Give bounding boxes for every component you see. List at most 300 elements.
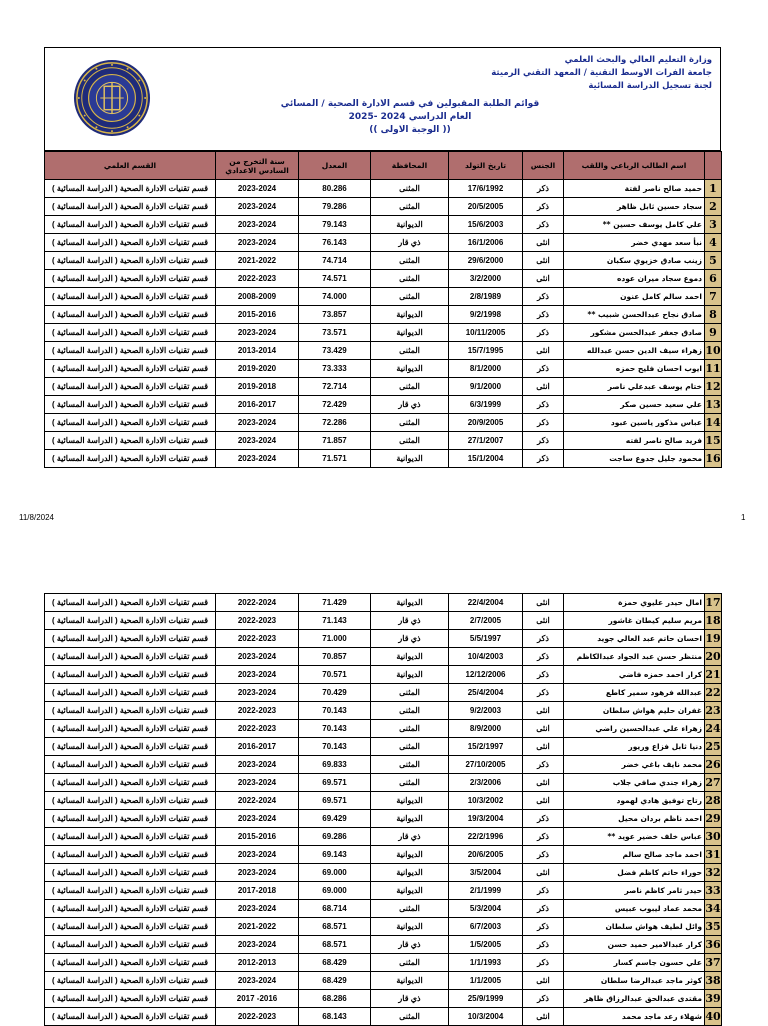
department: قسم تقنيات الادارة الصحية ( الدراسة المسائية ) — [45, 288, 216, 306]
department: قسم تقنيات الادارة الصحية ( الدراسة المسائية ) — [45, 234, 216, 252]
row-number: 30 — [705, 828, 722, 846]
row-number: 8 — [705, 306, 722, 324]
department: قسم تقنيات الادارة الصحية ( الدراسة المسائية ) — [45, 954, 216, 972]
birth-date: 8/1/2000 — [449, 360, 523, 378]
table-body-page-2 — [45, 594, 722, 1026]
birth-date: 25/4/2004 — [449, 684, 523, 702]
student-name: كوثر ماجد عبدالرضا سلطان — [564, 972, 705, 990]
birth-date: 22/4/2004 — [449, 594, 523, 612]
province: ذي قار — [371, 936, 449, 954]
graduation-year: 2023-2024 — [216, 432, 299, 450]
birth-date: 2/3/2006 — [449, 774, 523, 792]
birth-date: 9/2/1998 — [449, 306, 523, 324]
student-name: كرار عبدالامير حميد حسن — [564, 936, 705, 954]
department: قسم تقنيات الادارة الصحية ( الدراسة المسائية ) — [45, 1008, 216, 1026]
province: ذي قار — [371, 630, 449, 648]
table-row — [45, 936, 722, 954]
graduation-year: 2023-2024 — [216, 234, 299, 252]
student-name: ايوب احسان فليح حمزه — [564, 360, 705, 378]
gender: ذكر — [523, 432, 564, 450]
footer-date: 11/8/2024 — [19, 513, 54, 522]
student-name: زهراء جندي صافي جلاب — [564, 774, 705, 792]
department: قسم تقنيات الادارة الصحية ( الدراسة المسائية ) — [45, 666, 216, 684]
university-name: جامعة الفرات الاوسط التقنية / المعهد التقني الرميثة — [491, 68, 712, 78]
province: المثنى — [371, 954, 449, 972]
birth-date: 5/3/2004 — [449, 900, 523, 918]
department: قسم تقنيات الادارة الصحية ( الدراسة المسائية ) — [45, 324, 216, 342]
row-number: 9 — [705, 324, 722, 342]
row-number: 10 — [705, 342, 722, 360]
average: 68.571 — [299, 918, 371, 936]
table-row — [45, 972, 722, 990]
department: قسم تقنيات الادارة الصحية ( الدراسة المسائية ) — [45, 414, 216, 432]
row-number: 36 — [705, 936, 722, 954]
student-name: حميد صالح ناصر لفتة — [564, 180, 705, 198]
table-row — [45, 270, 722, 288]
student-name: رتاج توفيق هادي لهمود — [564, 792, 705, 810]
col-header-gender: الجنس — [523, 152, 564, 180]
gender: انثى — [523, 252, 564, 270]
graduation-year: 2023-2024 — [216, 936, 299, 954]
graduation-year: 2019-2018 — [216, 378, 299, 396]
gender: ذكر — [523, 630, 564, 648]
table-row — [45, 252, 722, 270]
graduation-year: 2023-2024 — [216, 198, 299, 216]
student-name: زهراء علي عبدالحسين راضي — [564, 720, 705, 738]
student-name: زهراء سيف الدين حسن عبدالله — [564, 342, 705, 360]
province: المثنى — [371, 432, 449, 450]
province: ذي قار — [371, 990, 449, 1008]
gender: ذكر — [523, 684, 564, 702]
average: 71.000 — [299, 630, 371, 648]
average: 74.571 — [299, 270, 371, 288]
birth-date: 12/12/2006 — [449, 666, 523, 684]
table-row — [45, 810, 722, 828]
average: 69.833 — [299, 756, 371, 774]
graduation-year: 2012-2013 — [216, 954, 299, 972]
committee-name: لجنة تسجيل الدراسة المسائية — [588, 81, 712, 91]
province: المثنى — [371, 774, 449, 792]
gender: ذكر — [523, 198, 564, 216]
student-name: دنيا ثابل فزاع وريور — [564, 738, 705, 756]
batch-label: (( الوجبة الاولى )) — [369, 125, 451, 135]
department: قسم تقنيات الادارة الصحية ( الدراسة المسائية ) — [45, 882, 216, 900]
gender: ذكر — [523, 810, 564, 828]
student-name: احمد سالم كامل عنون — [564, 288, 705, 306]
row-number: 3 — [705, 216, 722, 234]
graduation-year: 2019-2020 — [216, 360, 299, 378]
birth-date: 9/1/2000 — [449, 378, 523, 396]
student-name: علي كامل يوسف حسين ** — [564, 216, 705, 234]
province: الديوانية — [371, 846, 449, 864]
province: الديوانية — [371, 648, 449, 666]
birth-date: 1/5/2005 — [449, 936, 523, 954]
average: 68.286 — [299, 990, 371, 1008]
table-row — [45, 828, 722, 846]
department: قسم تقنيات الادارة الصحية ( الدراسة المسائية ) — [45, 342, 216, 360]
table-row — [45, 180, 722, 198]
graduation-year: 2013-2014 — [216, 342, 299, 360]
student-name: مقتدى عبدالحق عبدالرزاق ظاهر — [564, 990, 705, 1008]
row-number: 13 — [705, 396, 722, 414]
table-row — [45, 684, 722, 702]
graduation-year: 2016- 2017 — [216, 990, 299, 1008]
province: المثنى — [371, 252, 449, 270]
gender: ذكر — [523, 918, 564, 936]
birth-date: 6/3/1999 — [449, 396, 523, 414]
department: قسم تقنيات الادارة الصحية ( الدراسة المسائية ) — [45, 720, 216, 738]
average: 70.429 — [299, 684, 371, 702]
department: قسم تقنيات الادارة الصحية ( الدراسة المسائية ) — [45, 450, 216, 468]
average: 68.143 — [299, 1008, 371, 1026]
province: المثنى — [371, 414, 449, 432]
province: الديوانية — [371, 324, 449, 342]
graduation-year: 2023-2024 — [216, 216, 299, 234]
province: ذي قار — [371, 234, 449, 252]
table-row — [45, 954, 722, 972]
birth-date: 20/9/2005 — [449, 414, 523, 432]
graduation-year: 2023-2024 — [216, 684, 299, 702]
academic-year: العام الدراسي 2024 -2025 — [348, 112, 472, 122]
province: المثنى — [371, 702, 449, 720]
student-name: علي سعيد حسين صكر — [564, 396, 705, 414]
student-name: نبأ سعد مهدي خضر — [564, 234, 705, 252]
table-row — [45, 234, 722, 252]
birth-date: 3/2/2000 — [449, 270, 523, 288]
department: قسم تقنيات الادارة الصحية ( الدراسة المسائية ) — [45, 846, 216, 864]
table-row — [45, 648, 722, 666]
birth-date: 5/5/1997 — [449, 630, 523, 648]
graduation-year: 2021-2022 — [216, 252, 299, 270]
graduation-year: 2015-2016 — [216, 306, 299, 324]
student-name: سجاد حسين ثابل ظاهر — [564, 198, 705, 216]
department: قسم تقنيات الادارة الصحية ( الدراسة المسائية ) — [45, 738, 216, 756]
province: المثنى — [371, 738, 449, 756]
student-name: كرار احمد حمزه فاضي — [564, 666, 705, 684]
col-header-average: المعدل — [299, 152, 371, 180]
student-name: حيدر ثامر كاظم ناصر — [564, 882, 705, 900]
document-title: قوائم الطلبة المقبولين في قسم الادارة الصحية / المسائي — [280, 99, 540, 109]
row-number: 28 — [705, 792, 722, 810]
province: الديوانية — [371, 216, 449, 234]
gender: ذكر — [523, 360, 564, 378]
student-name: امال حيدر عليوي حمزة — [564, 594, 705, 612]
birth-date: 15/7/1995 — [449, 342, 523, 360]
province: المثنى — [371, 720, 449, 738]
birth-date: 27/1/2007 — [449, 432, 523, 450]
graduation-year: 2023-2024 — [216, 810, 299, 828]
table-row — [45, 288, 722, 306]
average: 70.143 — [299, 702, 371, 720]
department: قسم تقنيات الادارة الصحية ( الدراسة المسائية ) — [45, 396, 216, 414]
average: 70.143 — [299, 720, 371, 738]
gender: ذكر — [523, 828, 564, 846]
average: 72.429 — [299, 396, 371, 414]
average: 69.571 — [299, 774, 371, 792]
graduation-year: 2023-2024 — [216, 774, 299, 792]
average: 79.143 — [299, 216, 371, 234]
student-name: حوراء حاتم كاظم فضل — [564, 864, 705, 882]
province: ذي قار — [371, 396, 449, 414]
province: الديوانية — [371, 306, 449, 324]
gender: انثى — [523, 792, 564, 810]
table-row — [45, 738, 722, 756]
average: 70.857 — [299, 648, 371, 666]
birth-date: 10/3/2004 — [449, 1008, 523, 1026]
birth-date: 16/1/2006 — [449, 234, 523, 252]
gender: انثى — [523, 1008, 564, 1026]
birth-date: 17/6/1992 — [449, 180, 523, 198]
graduation-year: 2022-2023 — [216, 630, 299, 648]
table-row — [45, 918, 722, 936]
province: الديوانية — [371, 666, 449, 684]
row-number: 33 — [705, 882, 722, 900]
graduation-year: 2023-2024 — [216, 180, 299, 198]
gender: انثى — [523, 864, 564, 882]
table-row — [45, 864, 722, 882]
average: 73.333 — [299, 360, 371, 378]
birth-date: 1/1/2005 — [449, 972, 523, 990]
table-row — [45, 774, 722, 792]
gender: ذكر — [523, 846, 564, 864]
document-header — [44, 47, 721, 151]
birth-date: 19/3/2004 — [449, 810, 523, 828]
average: 71.857 — [299, 432, 371, 450]
average: 80.286 — [299, 180, 371, 198]
row-number: 2 — [705, 198, 722, 216]
graduation-year: 2022-2023 — [216, 702, 299, 720]
department: قسم تقنيات الادارة الصحية ( الدراسة المسائية ) — [45, 828, 216, 846]
students-table-page-1 — [44, 151, 722, 468]
average: 74.714 — [299, 252, 371, 270]
student-name: صادق جعفر عبدالحسن مشكور — [564, 324, 705, 342]
row-number: 40 — [705, 1008, 722, 1026]
institution-seal-icon — [73, 59, 151, 137]
birth-date: 9/2/2003 — [449, 702, 523, 720]
col-header-name: اسم الطالب الرباعي واللقب — [564, 152, 705, 180]
row-number: 15 — [705, 432, 722, 450]
table-row — [45, 342, 722, 360]
province: المثنى — [371, 684, 449, 702]
average: 70.143 — [299, 738, 371, 756]
department: قسم تقنيات الادارة الصحية ( الدراسة المسائية ) — [45, 594, 216, 612]
student-name: عباس مذكور ياسين عبود — [564, 414, 705, 432]
row-number: 7 — [705, 288, 722, 306]
department: قسم تقنيات الادارة الصحية ( الدراسة المسائية ) — [45, 756, 216, 774]
average: 68.714 — [299, 900, 371, 918]
province: المثنى — [371, 180, 449, 198]
footer-page-number: 1 — [741, 513, 746, 522]
average: 69.000 — [299, 882, 371, 900]
gender: ذكر — [523, 954, 564, 972]
department: قسم تقنيات الادارة الصحية ( الدراسة المسائية ) — [45, 216, 216, 234]
gender: انثى — [523, 378, 564, 396]
birth-date: 20/6/2005 — [449, 846, 523, 864]
department: قسم تقنيات الادارة الصحية ( الدراسة المسائية ) — [45, 936, 216, 954]
student-name: وائل لطيف هواش سلطان — [564, 918, 705, 936]
row-number: 1 — [705, 180, 722, 198]
graduation-year: 2023-2024 — [216, 648, 299, 666]
province: الديوانية — [371, 360, 449, 378]
student-name: علي حسون جاسم كسار — [564, 954, 705, 972]
graduation-year: 2023-2024 — [216, 450, 299, 468]
province: المثنى — [371, 198, 449, 216]
gender: ذكر — [523, 666, 564, 684]
province: الديوانية — [371, 810, 449, 828]
student-name: عبدالله فرهود سمير كاطع — [564, 684, 705, 702]
table-row — [45, 594, 722, 612]
average: 69.571 — [299, 792, 371, 810]
department: قسم تقنيات الادارة الصحية ( الدراسة المسائية ) — [45, 774, 216, 792]
gender: ذكر — [523, 450, 564, 468]
row-number: 37 — [705, 954, 722, 972]
row-number: 4 — [705, 234, 722, 252]
department: قسم تقنيات الادارة الصحية ( الدراسة المسائية ) — [45, 270, 216, 288]
table-row — [45, 990, 722, 1008]
row-number: 24 — [705, 720, 722, 738]
birth-date: 15/2/1997 — [449, 738, 523, 756]
students-table-page-2 — [44, 593, 722, 1026]
gender: انثى — [523, 738, 564, 756]
birth-date: 15/6/2003 — [449, 216, 523, 234]
student-name: عباس خلف خضير عويد ** — [564, 828, 705, 846]
row-number: 35 — [705, 918, 722, 936]
gender: ذكر — [523, 756, 564, 774]
birth-date: 3/5/2004 — [449, 864, 523, 882]
row-number: 18 — [705, 612, 722, 630]
department: قسم تقنيات الادارة الصحية ( الدراسة المسائية ) — [45, 378, 216, 396]
row-number: 14 — [705, 414, 722, 432]
average: 73.857 — [299, 306, 371, 324]
table-row — [45, 324, 722, 342]
row-number: 5 — [705, 252, 722, 270]
average: 71.429 — [299, 594, 371, 612]
average: 70.571 — [299, 666, 371, 684]
row-number: 16 — [705, 450, 722, 468]
ministry-name: وزارة التعليم العالي والبحث العلمي — [564, 55, 712, 65]
birth-date: 2/7/2005 — [449, 612, 523, 630]
province: ذي قار — [371, 828, 449, 846]
row-number: 31 — [705, 846, 722, 864]
table-row — [45, 900, 722, 918]
graduation-year: 2022-2023 — [216, 612, 299, 630]
table-row — [45, 360, 722, 378]
row-number: 29 — [705, 810, 722, 828]
department: قسم تقنيات الادارة الصحية ( الدراسة المسائية ) — [45, 180, 216, 198]
student-name: احمد ماجد صالح سالم — [564, 846, 705, 864]
table-row — [45, 846, 722, 864]
province: الديوانية — [371, 972, 449, 990]
table-row — [45, 702, 722, 720]
student-name: احسان حاتم عبد العالي جويد — [564, 630, 705, 648]
table-row — [45, 792, 722, 810]
row-number: 26 — [705, 756, 722, 774]
row-number: 17 — [705, 594, 722, 612]
gender: ذكر — [523, 180, 564, 198]
table-row — [45, 1008, 722, 1026]
graduation-year: 2022-2024 — [216, 594, 299, 612]
average: 71.143 — [299, 612, 371, 630]
table-row — [45, 882, 722, 900]
col-header-graduation-year: سنة التخرج من السادس الاعدادي — [216, 152, 299, 180]
graduation-year: 2022-2023 — [216, 270, 299, 288]
table-row — [45, 396, 722, 414]
gender: ذكر — [523, 414, 564, 432]
graduation-year: 2023-2024 — [216, 900, 299, 918]
department: قسم تقنيات الادارة الصحية ( الدراسة المسائية ) — [45, 630, 216, 648]
graduation-year: 2021-2022 — [216, 918, 299, 936]
province: المثنى — [371, 756, 449, 774]
table-row — [45, 378, 722, 396]
birth-date: 20/5/2005 — [449, 198, 523, 216]
province: الديوانية — [371, 882, 449, 900]
table-row — [45, 612, 722, 630]
province: الديوانية — [371, 864, 449, 882]
province: الديوانية — [371, 918, 449, 936]
table-row — [45, 630, 722, 648]
row-number: 38 — [705, 972, 722, 990]
col-header-province: المحافظة — [371, 152, 449, 180]
student-name: شهلاء رعد ماجد محمد — [564, 1008, 705, 1026]
row-number: 12 — [705, 378, 722, 396]
department: قسم تقنيات الادارة الصحية ( الدراسة المسائية ) — [45, 612, 216, 630]
department: قسم تقنيات الادارة الصحية ( الدراسة المسائية ) — [45, 198, 216, 216]
average: 68.429 — [299, 972, 371, 990]
student-name: صادق نجاح عبدالحسن شبيب ** — [564, 306, 705, 324]
average: 79.286 — [299, 198, 371, 216]
student-name: دموع سجاد ميران عوده — [564, 270, 705, 288]
gender: انثى — [523, 972, 564, 990]
province: المثنى — [371, 270, 449, 288]
birth-date: 15/1/2004 — [449, 450, 523, 468]
student-name: احمد ناظم بردان محيل — [564, 810, 705, 828]
gender: ذكر — [523, 324, 564, 342]
col-header-department: القسم العلمي — [45, 152, 216, 180]
graduation-year: 2023-2024 — [216, 756, 299, 774]
province: المثنى — [371, 288, 449, 306]
province: الديوانية — [371, 792, 449, 810]
graduation-year: 2023-2024 — [216, 972, 299, 990]
table-row — [45, 216, 722, 234]
graduation-year: 2017-2018 — [216, 882, 299, 900]
row-number: 21 — [705, 666, 722, 684]
average: 68.571 — [299, 936, 371, 954]
gender: انثى — [523, 342, 564, 360]
graduation-year: 2022-2023 — [216, 1008, 299, 1026]
birth-date: 6/7/2003 — [449, 918, 523, 936]
average: 71.571 — [299, 450, 371, 468]
row-number: 23 — [705, 702, 722, 720]
table-row — [45, 720, 722, 738]
department: قسم تقنيات الادارة الصحية ( الدراسة المسائية ) — [45, 972, 216, 990]
province: الديوانية — [371, 594, 449, 612]
province: المثنى — [371, 900, 449, 918]
department: قسم تقنيات الادارة الصحية ( الدراسة المسائية ) — [45, 306, 216, 324]
gender: انثى — [523, 594, 564, 612]
graduation-year: 2016-2017 — [216, 396, 299, 414]
table-row — [45, 306, 722, 324]
graduation-year: 2022-2023 — [216, 720, 299, 738]
birth-date: 29/6/2000 — [449, 252, 523, 270]
gender: ذكر — [523, 990, 564, 1008]
department: قسم تقنيات الادارة الصحية ( الدراسة المسائية ) — [45, 918, 216, 936]
gender: ذكر — [523, 216, 564, 234]
table-row — [45, 756, 722, 774]
gender: ذكر — [523, 288, 564, 306]
department: قسم تقنيات الادارة الصحية ( الدراسة المسائية ) — [45, 648, 216, 666]
student-name: غفران حليم هواش سلطان — [564, 702, 705, 720]
birth-date: 22/2/1996 — [449, 828, 523, 846]
